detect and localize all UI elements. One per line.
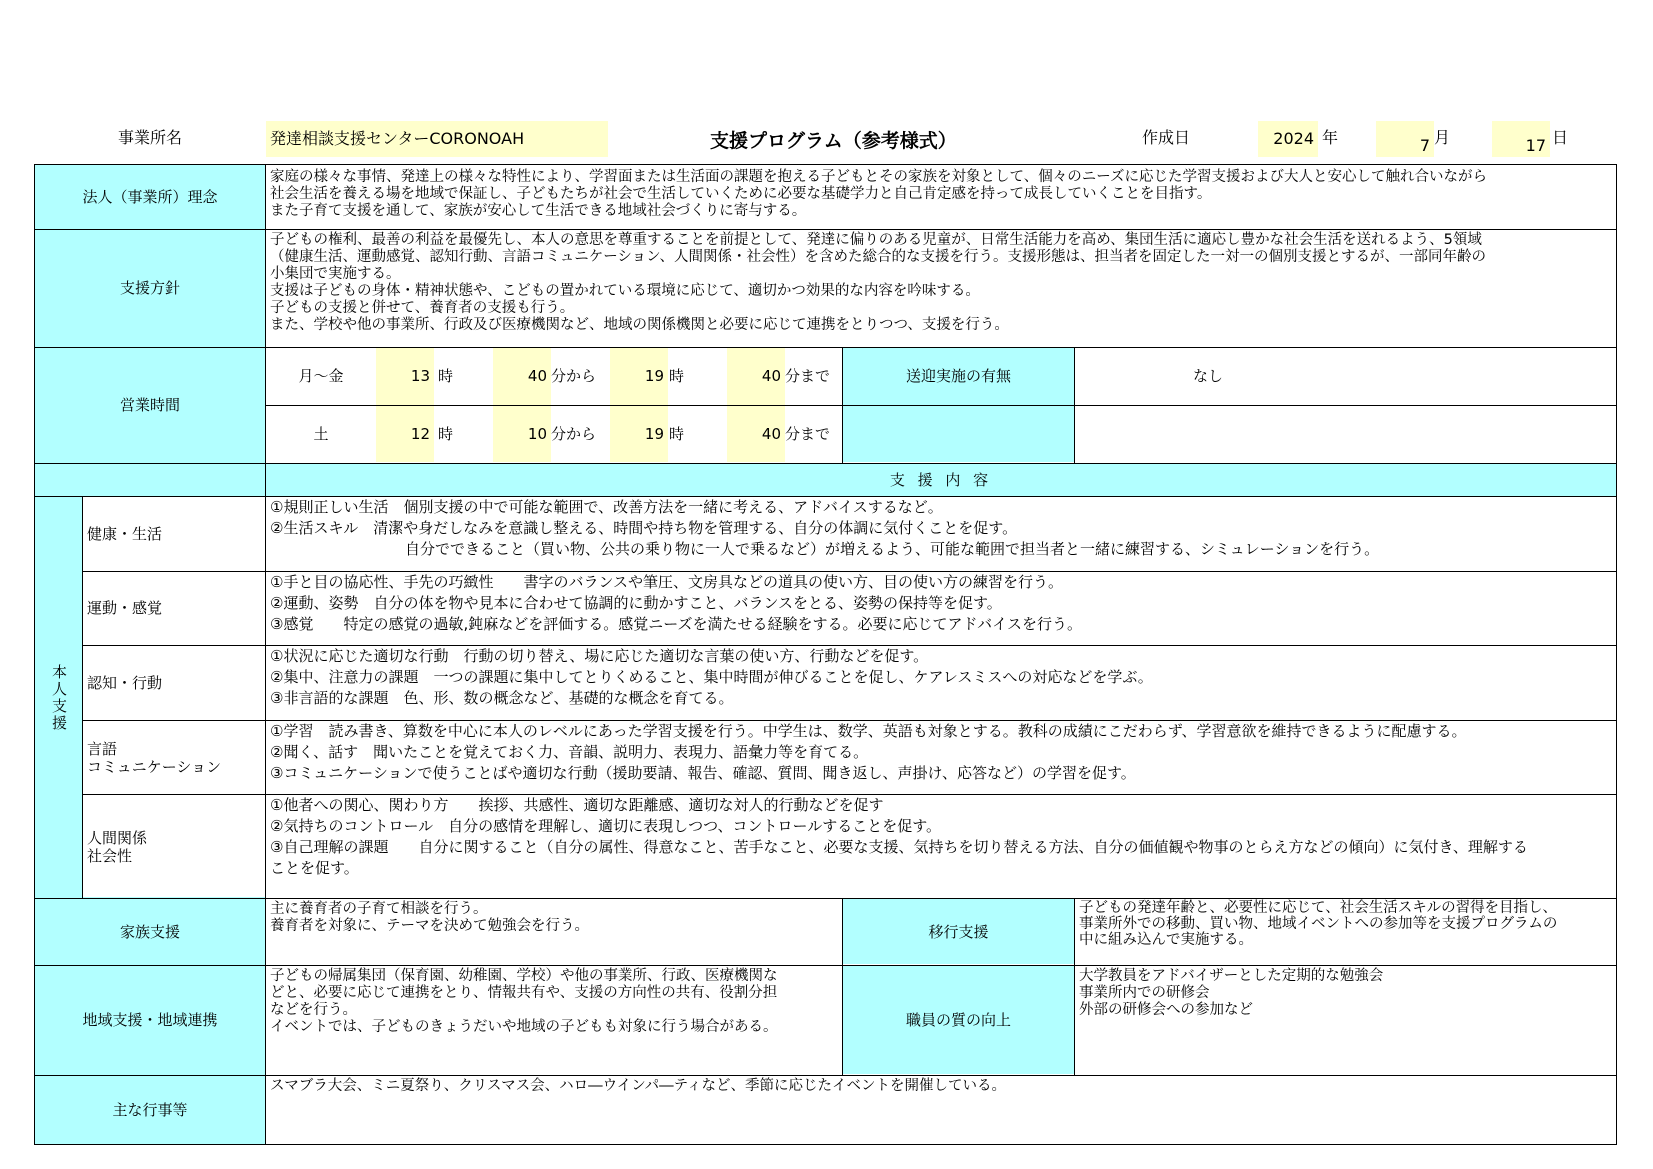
family-label: 家族支援 (119, 922, 180, 941)
created-date-label: 作成日 (1142, 128, 1191, 147)
hours-end-minute[interactable]: 40 (761, 425, 781, 443)
hours-end-hour[interactable]: 19 (644, 367, 664, 385)
transition-text[interactable]: 子どもの発達年齢と、必要性に応じて、社会生活スキルの習得を目指し、 事業所外での移動、買い物、地域イベントへの参加等を支援プログラムの 中に組み込んで実施する。 (1079, 900, 1558, 948)
grid-line (265, 405, 1617, 406)
domain-text-language[interactable]: ①学習 読み書き、算数を中心に本人のレベルにあった学習支援を行う。中学生は、数学、英語も対象とする。教科の成績にこだわらず、学習意欲を維持できるように配慮する。 ②聞く、話す 聞いたことを覚えておく力、音韻、説明力、表現力、語彙力等を育てる。 ③コミュニケーションで使うことばや適切な行動（援助要請、報告、確認、質問、聞き返し、声掛け、応答など）の学習を促す。 (270, 722, 1467, 782)
month-unit: 月 (1434, 128, 1451, 147)
page-title: 支援プログラム（参考様式） (710, 130, 957, 152)
domain-text-health[interactable]: ①規則正しい生活 個別支援の中で可能な範囲で、改善方法を一緒に考える、アドバイスするなど。 ②生活スキル 清潔や身だしなみを意識し整える、時間や持ち物を管理する、自分の体調に気付くことを促す。 自分でできること（買い物、公共の乗り物に一人で乗るなど）が増えるよう、可能な範囲で担当者と一緒に練習する、シミュレーションを行う。 (270, 498, 1380, 558)
family-text[interactable]: 主に養育者の子育て相談を行う。 養育者を対象に、テーマを決めて勉強会を行う。 (270, 901, 589, 934)
hours-start-hour[interactable]: 13 (410, 367, 430, 385)
year-unit: 年 (1322, 128, 1339, 147)
community-text[interactable]: 子どもの帰属集団（保育園、幼稚園、学校）や他の事業所、行政、医療機関な どと、必要に応じて連携をとり、情報共有や、支援の方向性の共有、役割分担 などを行う。 イベントでは、子どものきょうだいや地域の子どもも対象に行う場合がある。 (270, 968, 778, 1035)
domain-text-cognition[interactable]: ①状況に応じた適切な行動 行動の切り替え、場に応じた適切な言葉の使い方、行動などを促す。 ②集中、注意力の課題 一つの課題に集中してとりくめること、集中時間が伸びることを促し、ケアレスミスへの対応などを学ぶ。 ③非言語的な課題 色、形、数の概念など、基礎的な概念を育てる。 (270, 647, 1153, 707)
self-support-label: 本人支援 (50, 663, 68, 732)
domain-label-language: 言語 コミュニケーション (87, 739, 222, 776)
hours-from-label: 分から (551, 425, 597, 443)
hours-end-hour-unit: 時 (669, 425, 685, 443)
philosophy-label: 法人（事業所）理念 (82, 187, 218, 206)
domain-label-social: 人間関係 社会性 (87, 828, 148, 865)
transition-label: 移行支援 (928, 922, 989, 941)
hours-start-hour[interactable]: 12 (410, 425, 430, 443)
day-field[interactable]: 17 (1492, 121, 1550, 157)
year-field[interactable]: 2024 (1258, 121, 1318, 157)
domain-text-social[interactable]: ①他者への関心、関わり方 挨拶、共感性、適切な距離感、適切な対人的行動などを促す ②気持ちのコントロール 自分の感情を理解し、適切に表現しつつ、コントロールすることを促す。 ③自己理解の課題 自分に関すること（自分の属性、得意なこと、苦手なこと、必要な支援、気持ちを切り替える方法、自分の価値観や物事のとらえ方などの傾向）に気付き、理解する ことを促す。 (270, 796, 1528, 877)
hours-day-weekday: 月～金 (298, 367, 344, 385)
community-label: 地域支援・地域連携 (82, 1011, 218, 1029)
month-field[interactable]: 7 (1376, 121, 1434, 157)
grid-line (82, 496, 83, 898)
domain-label-motor: 運動・感覚 (87, 599, 163, 617)
hours-hour-unit: 時 (438, 425, 454, 443)
events-text[interactable]: スマブラ大会、ミニ夏祭り、クリスマス会、ハロ―ウインパ―ティなど、季節に応じたイベントを開催している。 (270, 1078, 1007, 1094)
domain-label-health: 健康・生活 (87, 524, 163, 543)
hours-end-hour-unit: 時 (669, 367, 685, 385)
support-content-header: 支 援 内 容 (889, 470, 993, 489)
hours-from-label: 分から (551, 367, 597, 385)
day-unit: 日 (1552, 128, 1569, 147)
policy-label: 支援方針 (119, 279, 180, 297)
policy-text[interactable]: 子どもの権利、最善の利益を最優先し、本人の意思を尊重することを前提として、発達に偏りのある児童が、日常生活能力を高め、集団生活に適応し豊かな社会生活を送れるよう、5領域 （健康生活、運動感覚、認知行動、言語コミュニケーション、人間関係・社会性）を含めた総合的な支援を行う。支援形態は、担当者を固定した一対一の個別支援とするが、一部同年齢の 小集団で実施する。 支援は子どもの身体・精神状態や、こどもの置かれている環境に応じて、適切かつ効果的な内容を吟味する。 子どもの支援と併せて、養育者の支援も行う。 また、学校や他の事業所、行政及び医療機関など、地域の関係機関と必要に応じて連携をとりつつ、支援を行う。 (270, 232, 1486, 333)
hours-end-minute[interactable]: 40 (761, 367, 781, 385)
hours-day-saturday: 土 (313, 425, 329, 443)
hours-until-label: 分まで (785, 367, 831, 385)
hours-until-label: 分まで (785, 425, 831, 443)
office-name-field[interactable]: 発達相談支援センターCORONOAH (266, 121, 608, 157)
staff-label: 職員の質の向上 (905, 1011, 1011, 1029)
domain-text-motor[interactable]: ①手と目の協応性、手先の巧緻性 書字のバランスや筆圧、文房具などの道具の使い方、目の使い方の練習を行う。 ②運動、姿勢 自分の体を物や見本に合わせて協調的に動かすこと、バランスをとる、姿勢の保持等を促す。 ③感覚 特定の感覚の過敏,鈍麻などを評価する。感覚ニーズを満たせる経験をする。必要に応じてアドバイスを行う。 (270, 573, 1083, 633)
hours-hour-unit: 時 (438, 367, 454, 385)
hours-start-minute[interactable]: 10 (527, 425, 547, 443)
transport-label: 送迎実施の有無 (905, 367, 1011, 385)
hours-start-minute[interactable]: 40 (527, 367, 547, 385)
staff-text[interactable]: 大学教員をアドバイザーとした定期的な勉強会 事業所内での研修会 外部の研修会への参加など (1079, 968, 1384, 1018)
transport-value[interactable]: なし (1192, 367, 1223, 385)
domain-label-cognition: 認知・行動 (87, 673, 163, 692)
hours-end-hour[interactable]: 19 (644, 425, 664, 443)
philosophy-text[interactable]: 家庭の様々な事情、発達上の様々な特性により、学習面または生活面の課題を抱える子どもとその家族を対象として、個々のニーズに応じた学習支援および大人と安心して触れ合いながら 社会生活を養える場を地域で保証し、子どもたちが社会で生活していくために必要な基礎学力と自己肯定感を持って成長していくことを目指す。 また子育て支援を通して、家族が安心して生活できる地域社会づくりに寄与する。 (270, 169, 1487, 219)
office-label: 事業所名 (118, 128, 183, 147)
hours-label: 営業時間 (119, 396, 180, 414)
events-label: 主な行事等 (112, 1100, 188, 1119)
